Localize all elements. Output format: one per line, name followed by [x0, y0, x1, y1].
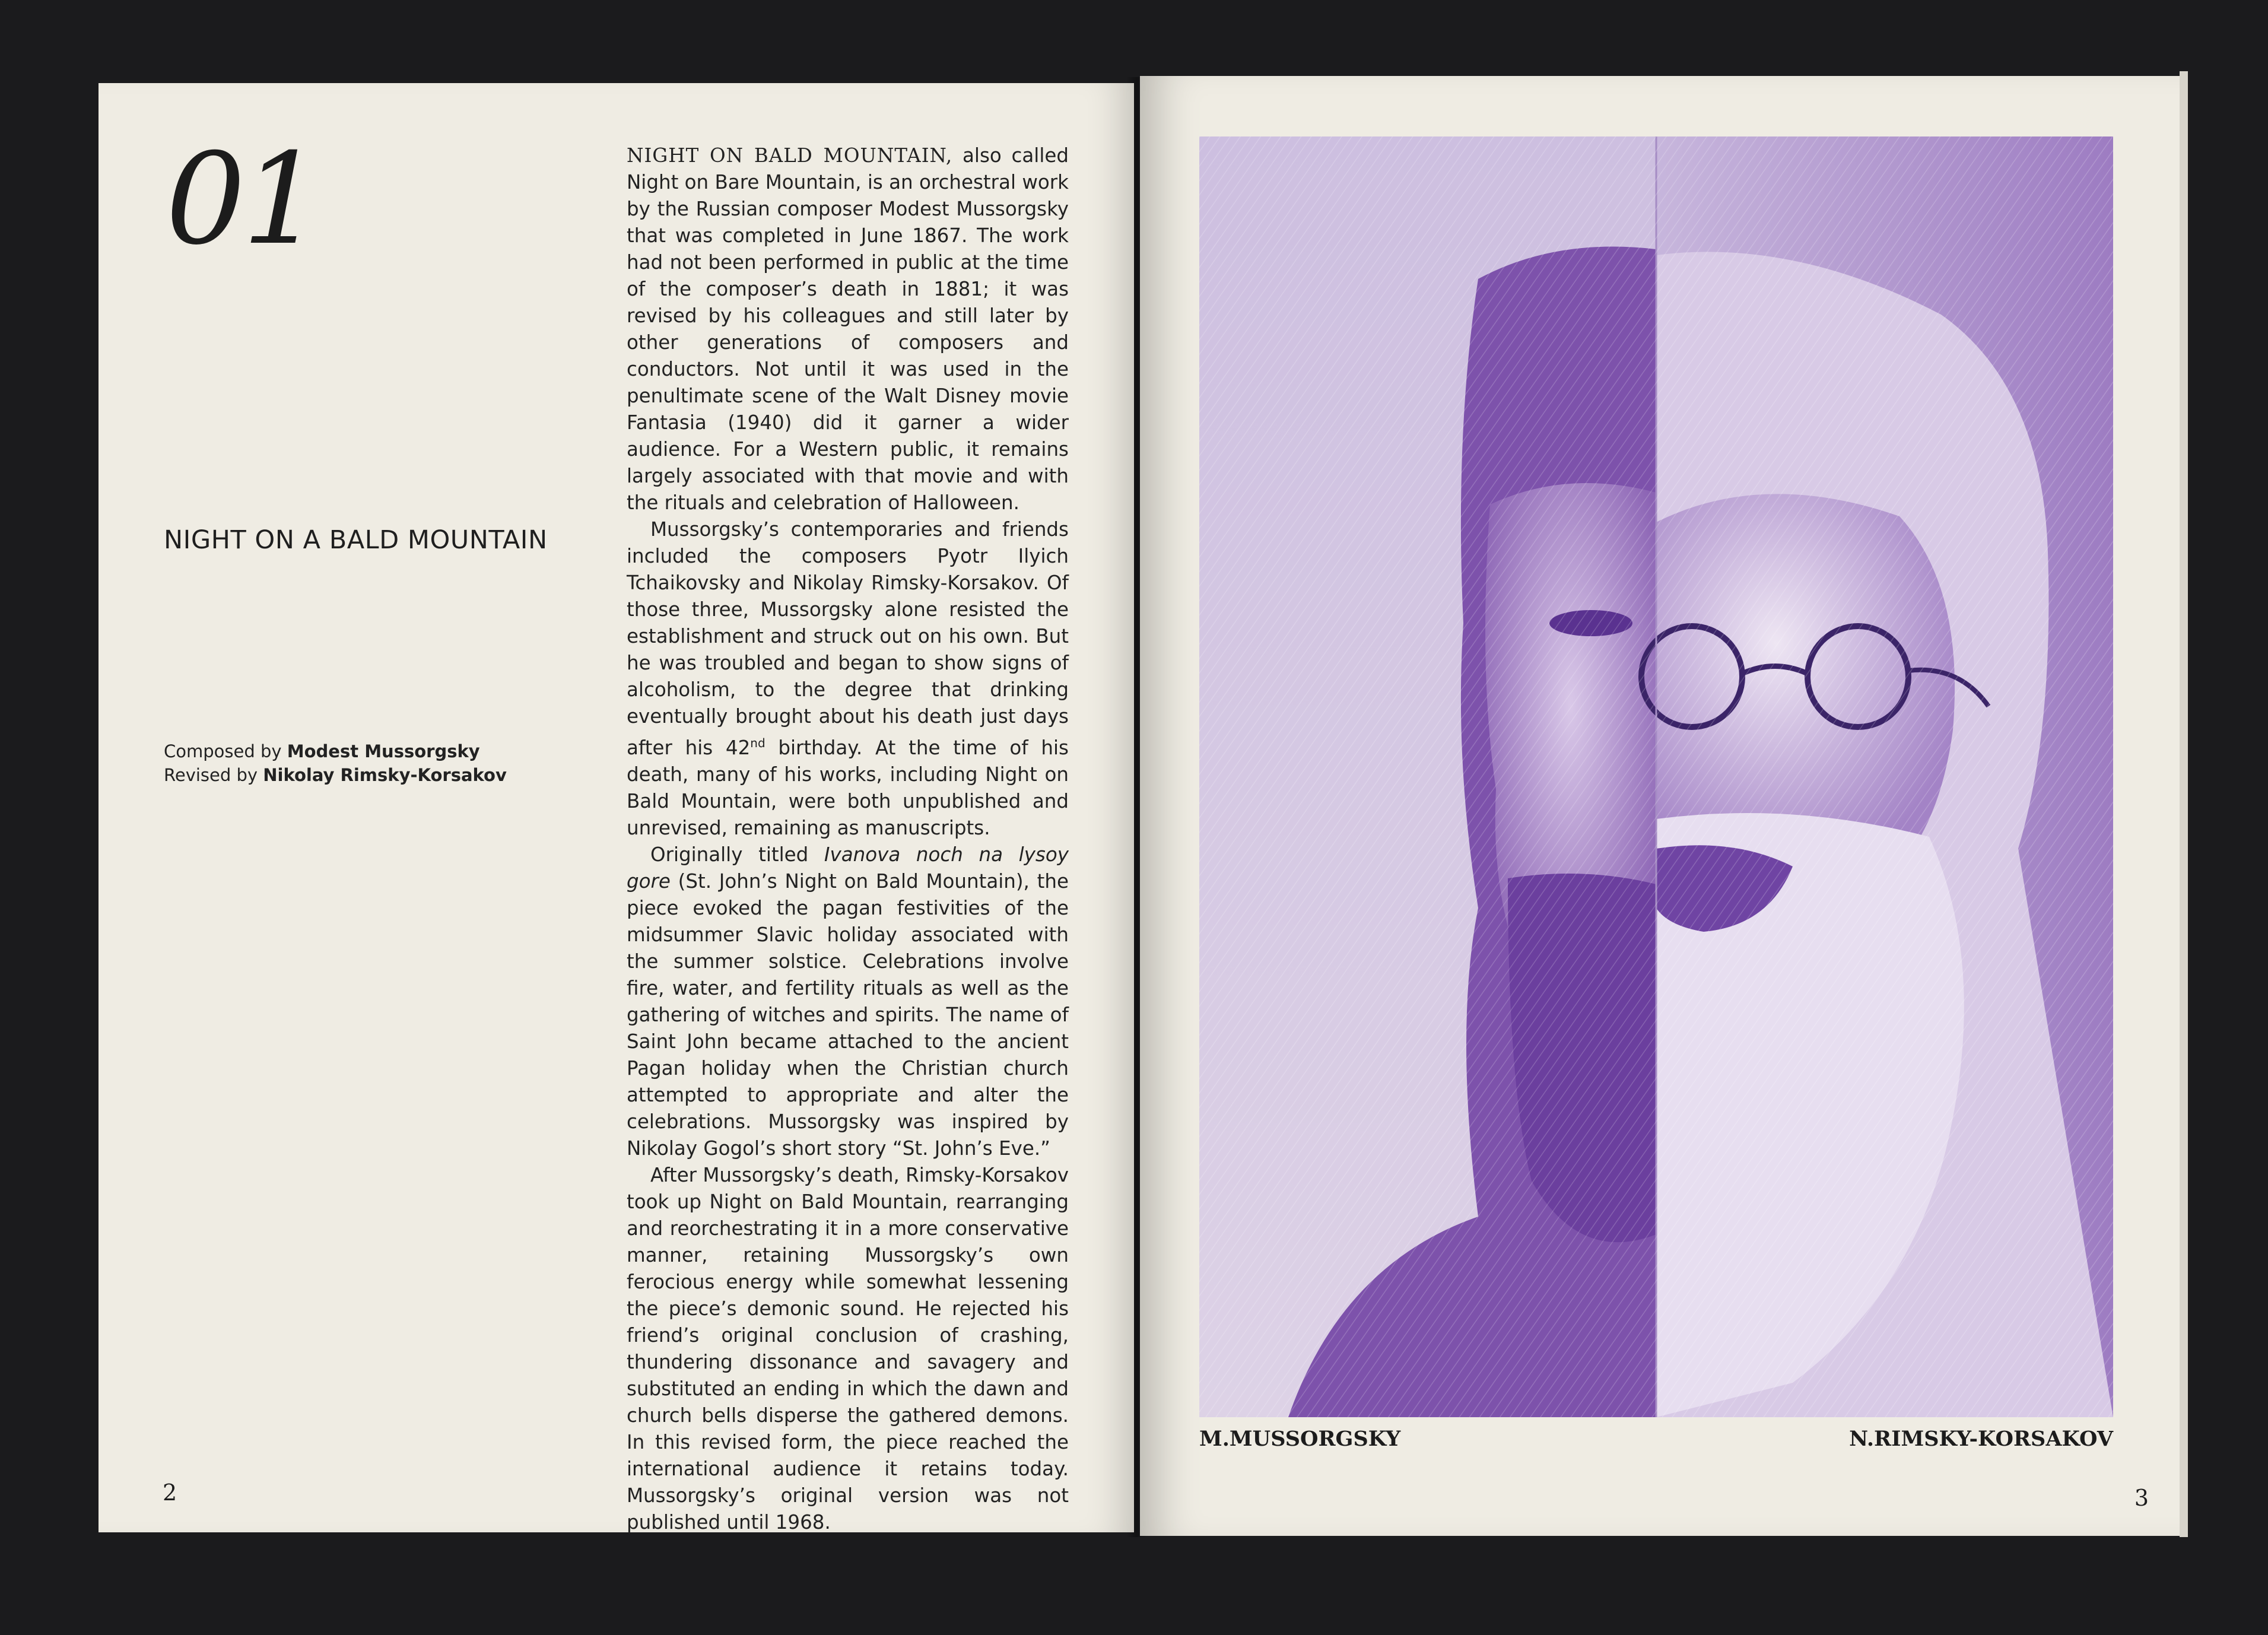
- composed-by-line: [164, 739, 507, 763]
- page-number-left: 2: [163, 1480, 177, 1506]
- reviser-name: Nikolay Rimsky-Korsakov: [263, 765, 507, 785]
- credits: [164, 739, 507, 787]
- chapter-number: 01: [166, 126, 319, 272]
- portrait-illustration: [1199, 136, 2113, 1417]
- composed-label: Composed by: [164, 741, 287, 761]
- revised-label: Revised by: [164, 765, 263, 785]
- paragraph-2-text-b: birthday. At the time of his death, many of his works, including Night on Bald Mountain, were both unpublished and unrevised, remaining as manuscripts.: [627, 736, 1069, 839]
- paragraph-3: [627, 842, 1069, 1162]
- composer-name: Modest Mussorgsky: [287, 741, 480, 761]
- lead-in: NIGHT ON BALD MOUNTAIN,: [627, 144, 953, 167]
- paragraph-2: [627, 516, 1069, 842]
- paragraph-4: After Mussorgsky’s death, Rimsky-Korsakov took up Night on Bald Mountain, rearranging and reorchestrating it in a more conservative manner, retaining Mussorgsky’s own ferocious energy while somewhat lessening the piece’s demonic sound. He rejected his friend’s original conclusion of crashing, thundering dissonance and savagery and substituted an ending in which the dawn and church bells disperse the gathered demons. In this revised form, the piece reached the international audience it retains today. Mussorgsky’s original version was not published until 1968.: [627, 1163, 1069, 1534]
- paragraph-2-text-a: Mussorgsky’s contemporaries and friends included the composers Pyotr Ilyich Tchaikovsky and Nikolay Rimsky-Korsakov. Of those three, Mussorgsky alone resisted the establishment and struck out on his own. But he was troubled and began to show signs of alcoholism, to the degree that drinking eventually brought about his death just days after his 42: [627, 518, 1069, 759]
- page-number-right: 3: [2134, 1485, 2149, 1511]
- paragraph-1-text: also called Night on Bare Mountain, is an orchestral work by the Russian composer Modest Mussorgsky that was completed in June 1867. The work had not been performed in public at the time of the composer’s death in 1881; it was revised by his colleagues and still later by other generations of composers and conductors. Not until it was used in the penultimate scene of the Walt Disney movie Fantasia (1940) did it garner a wider audience. For a Western public, it remains largely associated with that movie and with the rituals and celebration of Halloween.: [627, 144, 1069, 514]
- left-page: [99, 83, 1134, 1532]
- paragraph-1: [627, 142, 1069, 516]
- revised-by-line: [164, 763, 507, 787]
- ordinal-suffix: nd: [750, 736, 765, 750]
- paragraph-3-text-a: Originally titled: [650, 843, 824, 866]
- caption-rimsky-korsakov: N.RIMSKY-KORSAKOV: [1849, 1427, 2113, 1451]
- caption-mussorgsky: M.MUSSORGSKY: [1199, 1427, 1401, 1451]
- original-title: Ivanova noch na lysoy gore: [627, 843, 1069, 893]
- right-page: [1140, 76, 2180, 1536]
- page-edge: [2180, 71, 2188, 1537]
- paragraph-3-text-b: (St. John’s Night on Bald Mountain), the piece evoked the pagan festivities of the midsummer Slavic holiday associated with the summer solstice. Celebrations involve fire, water, and fertility rituals as well as the gathering of witches and spirits. The name of Saint John became attached to the ancient Pagan holiday when the Christian church attempted to appropriate and alter the celebrations. Mussorgsky was inspired by Nikolay Gogol’s short story “St. John’s Eve.”: [627, 869, 1069, 1160]
- piece-title: NIGHT ON A BALD MOUNTAIN: [164, 525, 548, 555]
- article-body: [627, 142, 1069, 1536]
- composers-portrait: [1199, 136, 2113, 1417]
